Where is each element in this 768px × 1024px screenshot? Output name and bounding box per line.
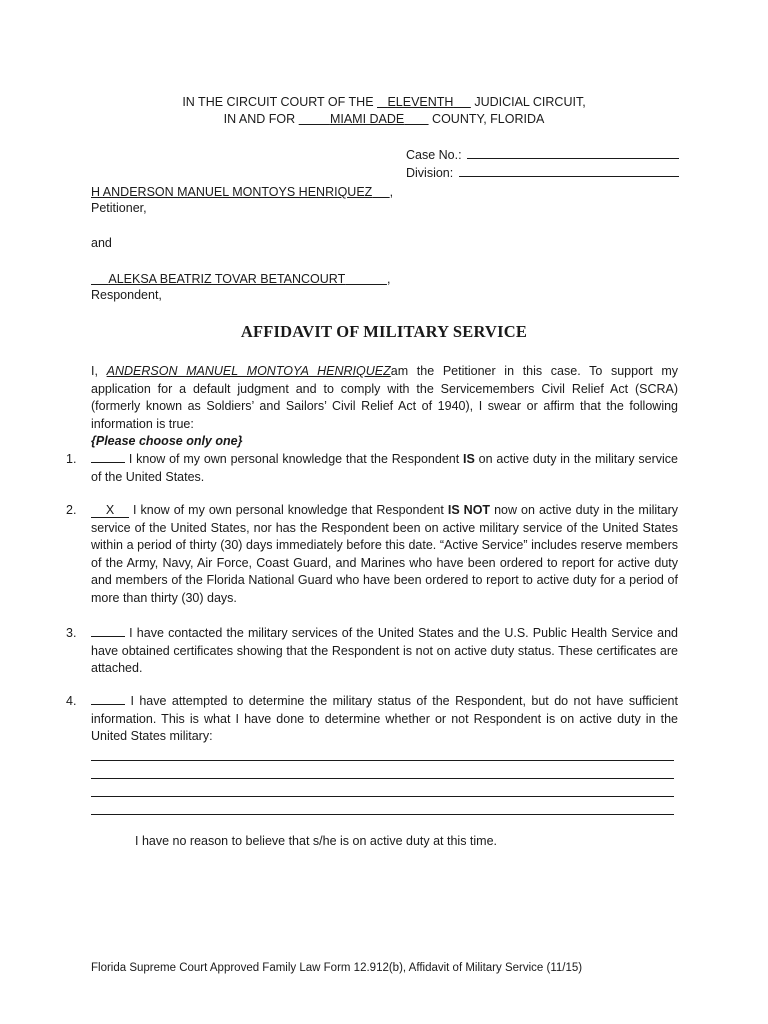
option-4-text: I have attempted to determine the military status of the Respondent, but do not have sufficient information. This is what I have done to determine whether or not Respondent is on active duty in the United States military: — [91, 694, 678, 743]
choice-instruction: {Please choose only one} — [91, 434, 243, 448]
case-no-field[interactable] — [467, 146, 679, 159]
county-prefix: IN AND FOR — [223, 112, 296, 126]
explanation-line[interactable] — [91, 778, 674, 779]
option-4-checkbox[interactable] — [91, 704, 125, 705]
option-2-checkbox[interactable]: X — [91, 504, 129, 518]
petitioner-name: H ANDERSON MANUEL MONTOYS HENRIQUEZ — [91, 185, 373, 199]
affiant-name: ANDERSON MANUEL MONTOYA HENRIQUEZ — [106, 364, 391, 378]
division-label: Division: — [406, 166, 454, 180]
option-1-emphasis: IS — [463, 452, 475, 466]
form-footer: Florida Supreme Court Approved Family Law Form 12.912(b), Affidavit of Military Service (11/15) — [91, 962, 583, 974]
petitioner-name-row: H ANDERSON MANUEL MONTOYS HENRIQUEZ , — [91, 185, 394, 199]
document-title: AFFIDAVIT OF MILITARY SERVICE — [240, 322, 528, 341]
court-prefix: IN THE CIRCUIT COURT OF THE — [182, 95, 374, 109]
option-1-text-before: I know of my own personal knowledge that the Respondent — [128, 452, 460, 466]
county-name: MIAMI DADE — [329, 112, 405, 126]
closing-statement: I have no reason to believe that s/he is on active duty at this time. — [135, 834, 498, 848]
court-caption-line-1 — [0, 94, 768, 111]
circuit-suffix: JUDICIAL CIRCUIT, — [474, 95, 586, 109]
option-2-number: 2. — [66, 503, 77, 517]
explanation-line[interactable] — [91, 814, 674, 815]
party-conjunction: and — [91, 236, 112, 250]
intro-paragraph — [91, 363, 678, 451]
case-no-label: Case No.: — [406, 148, 462, 162]
circuit-name: ELEVENTH — [387, 95, 454, 109]
option-2-text-before: I know of my own personal knowledge that Respondent — [133, 503, 444, 517]
intro-text: am the Petitioner in this case. To support my application for a default judgment and to comply with the Servicemembers Civil Relief Act (SCRA) (formerly known as Soldiers’ and Sailors’ Civil Relief Act of 1940), I swear or affirm that the following information is true: — [91, 364, 678, 431]
division-row — [406, 164, 679, 182]
respondent-role: Respondent, — [91, 288, 162, 302]
option-2-emphasis: IS NOT — [447, 503, 491, 517]
explanation-line[interactable] — [91, 760, 674, 761]
option-1-text-after: on active duty in the military service of the United States. — [91, 452, 679, 484]
option-2-text-after: now on active duty in the military service of the United States, nor has the Respondent been on active military service of the United States within a period of thirty (30) days immediately before this date. “Active Service” includes reserve members of the Army, Navy, Air Force, Coast Guard, and Marines who have been ordered to report for active duty and members of the Florida National Guard who have been ordered to report to active duty for a period of more than thirty (30) days. — [91, 503, 679, 605]
explanation-line[interactable] — [91, 796, 674, 797]
option-2 — [91, 502, 678, 607]
option-1-checkbox[interactable] — [91, 462, 125, 463]
option-3-number: 3. — [66, 626, 77, 640]
option-4 — [91, 693, 678, 746]
option-3 — [91, 625, 678, 678]
petitioner-role: Petitioner, — [91, 201, 147, 215]
respondent-name: ALEKSA BEATRIZ TOVAR BETANCOURT — [108, 272, 346, 286]
respondent-name-row: ALEKSA BEATRIZ TOVAR BETANCOURT , — [91, 271, 390, 288]
option-4-number: 4. — [66, 694, 77, 708]
county-suffix: COUNTY, FLORIDA — [432, 112, 545, 126]
option-1 — [91, 451, 678, 486]
option-1-number: 1. — [66, 452, 77, 466]
intro-prefix: I, — [91, 364, 98, 378]
case-no-row — [406, 146, 679, 164]
option-3-checkbox[interactable] — [91, 636, 125, 637]
option-3-text: I have contacted the military services of the United States and the U.S. Public Health Service and have obtained certificates showing that the Respondent is not on active duty status. These certificates are attached. — [91, 626, 678, 675]
court-caption-line-2 — [0, 111, 768, 128]
division-field[interactable] — [459, 164, 679, 177]
